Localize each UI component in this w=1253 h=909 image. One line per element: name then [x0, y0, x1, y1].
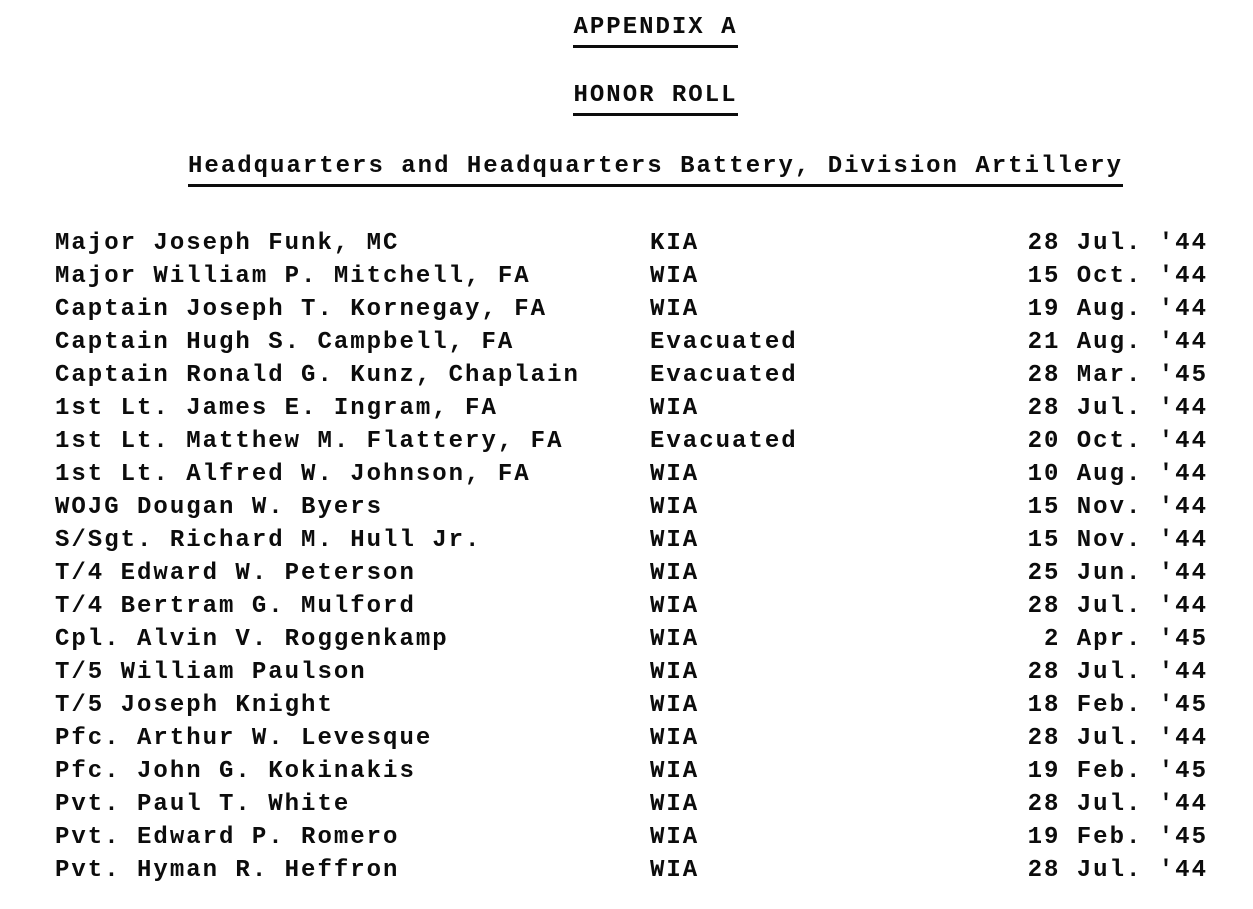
entry-status: WIA	[650, 857, 700, 884]
entry-name: Pfc. Arthur W. Levesque	[55, 725, 433, 752]
entry-date: 19 Aug. '44	[1027, 296, 1208, 323]
entry-name: Captain Ronald G. Kunz, Chaplain	[55, 362, 580, 389]
entry-name: WOJG Dougan W. Byers	[55, 494, 384, 521]
entry-date: 28 Mar. '45	[1027, 362, 1208, 389]
roll-entry-row	[0, 491, 1253, 524]
entry-date: 15 Oct. '44	[1027, 263, 1208, 290]
roll-entry-row	[0, 722, 1253, 755]
entry-date: 28 Jul. '44	[1027, 791, 1208, 818]
entry-status: WIA	[650, 461, 700, 488]
entry-name: Pvt. Paul T. White	[55, 791, 351, 818]
roll-entry-row	[0, 854, 1253, 887]
roll-entry-row	[0, 458, 1253, 491]
entry-status: WIA	[650, 560, 700, 587]
roll-entry-row	[0, 788, 1253, 821]
entry-date: 18 Feb. '45	[1027, 692, 1208, 719]
roll-entry-row	[0, 326, 1253, 359]
entry-status: WIA	[650, 725, 700, 752]
entry-name: S/Sgt. Richard M. Hull Jr.	[55, 527, 482, 554]
entry-date: 28 Jul. '44	[1027, 659, 1208, 686]
honor-roll-list	[0, 227, 1253, 887]
entry-status: WIA	[650, 791, 700, 818]
title-line	[58, 0, 1253, 48]
entry-date: 2 Apr. '45	[1027, 626, 1208, 653]
entry-name: T/4 Bertram G. Mulford	[55, 593, 416, 620]
entry-name: Pvt. Hyman R. Heffron	[55, 857, 400, 884]
entry-date: 19 Feb. '45	[1027, 758, 1208, 785]
entry-status: WIA	[650, 659, 700, 686]
entry-date: 28 Jul. '44	[1027, 395, 1208, 422]
entry-status: Evacuated	[650, 329, 798, 356]
subtitle-line	[58, 81, 1253, 116]
roll-entry-row	[0, 557, 1253, 590]
entry-date: 10 Aug. '44	[1027, 461, 1208, 488]
roll-entry-row	[0, 425, 1253, 458]
roll-entry-row	[0, 392, 1253, 425]
roll-entry-row	[0, 656, 1253, 689]
entry-status: WIA	[650, 692, 700, 719]
roll-entry-row	[0, 260, 1253, 293]
page-subtitle: HONOR ROLL	[573, 81, 737, 116]
roll-entry-row	[0, 293, 1253, 326]
entry-date: 19 Feb. '45	[1027, 824, 1208, 851]
entry-date: 28 Jul. '44	[1027, 230, 1208, 257]
entry-name: 1st Lt. Matthew M. Flattery, FA	[55, 428, 564, 455]
entry-date: 15 Nov. '44	[1027, 494, 1208, 521]
entry-name: T/5 Joseph Knight	[55, 692, 334, 719]
entry-name: Pvt. Edward P. Romero	[55, 824, 400, 851]
roll-entry-row	[0, 359, 1253, 392]
entry-date: 28 Jul. '44	[1027, 725, 1208, 752]
entry-name: Cpl. Alvin V. Roggenkamp	[55, 626, 449, 653]
entry-status: WIA	[650, 395, 700, 422]
entry-status: WIA	[650, 527, 700, 554]
entry-name: Major Joseph Funk, MC	[55, 230, 400, 257]
roll-entry-row	[0, 227, 1253, 260]
heading-block	[0, 0, 1253, 187]
entry-name: Pfc. John G. Kokinakis	[55, 758, 416, 785]
entry-status: WIA	[650, 494, 700, 521]
page-title: APPENDIX A	[573, 13, 737, 48]
entry-name: Major William P. Mitchell, FA	[55, 263, 531, 290]
entry-name: 1st Lt. Alfred W. Johnson, FA	[55, 461, 531, 488]
entry-date: 21 Aug. '44	[1027, 329, 1208, 356]
entry-date: 28 Jul. '44	[1027, 857, 1208, 884]
entry-status: KIA	[650, 230, 700, 257]
entry-name: Captain Hugh S. Campbell, FA	[55, 329, 515, 356]
entry-status: WIA	[650, 758, 700, 785]
section-heading-line	[58, 152, 1253, 187]
entry-name: Captain Joseph T. Kornegay, FA	[55, 296, 548, 323]
entry-status: WIA	[650, 626, 700, 653]
entry-status: Evacuated	[650, 362, 798, 389]
entry-date: 28 Jul. '44	[1027, 593, 1208, 620]
entry-date: 20 Oct. '44	[1027, 428, 1208, 455]
entry-status: WIA	[650, 296, 700, 323]
entry-name: 1st Lt. James E. Ingram, FA	[55, 395, 498, 422]
roll-entry-row	[0, 821, 1253, 854]
entry-date: 25 Jun. '44	[1027, 560, 1208, 587]
entry-status: Evacuated	[650, 428, 798, 455]
roll-entry-row	[0, 524, 1253, 557]
entry-status: WIA	[650, 263, 700, 290]
roll-entry-row	[0, 689, 1253, 722]
entry-status: WIA	[650, 824, 700, 851]
entry-name: T/4 Edward W. Peterson	[55, 560, 416, 587]
entry-name: T/5 William Paulson	[55, 659, 367, 686]
entry-status: WIA	[650, 593, 700, 620]
roll-entry-row	[0, 590, 1253, 623]
roll-entry-row	[0, 623, 1253, 656]
entry-date: 15 Nov. '44	[1027, 527, 1208, 554]
roll-entry-row	[0, 755, 1253, 788]
section-heading: Headquarters and Headquarters Battery, Division Artillery	[188, 152, 1123, 187]
